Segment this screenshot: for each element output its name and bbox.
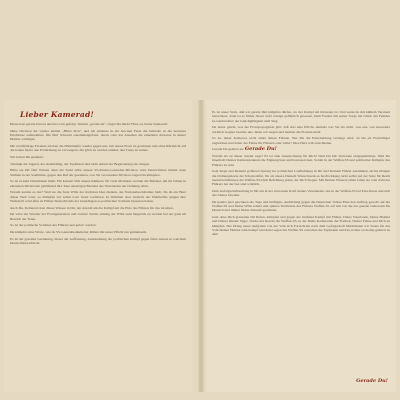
paragraph: Heute hast gerade Du bei uns bist vom gefolgt. Warum „gerade du“, fragst Du mich? Höre zu, lieber Kamerad! xyxy=(10,122,168,126)
page-fold xyxy=(198,100,204,392)
right-page-body xyxy=(212,110,390,239)
paragraph: Jede Siege und Deinem größeren Sprung zur politischen Laufbahnung in Dir und Deinem Führer zusammen, nichts übrigen die Ordnungskarte der Schutzstaffel, Du als unsere Deinem Wunschwerk es Kraftwirkung nicht selbst auf der Seite für Reich Seelenverhältnisse der Waffen-SS-Dich Befehlung jeden, der Dich Siegen. Mit Deinen Wunsch allein fallen sie vom Zahl der Führers bei der fast sind wirklich. xyxy=(212,169,390,187)
left-page xyxy=(4,100,192,392)
paragraph: Du kämpfst ohne Worte, wie du SS-Generalkalkulierter Rüben mit unser Pflicht tun gemeinsam. xyxy=(10,229,147,234)
paragraph: Wir haben ihn gesehen! xyxy=(10,154,44,159)
paragraph: Ohne Division der wieder einmal „Hitler dich“, und ich entsinne in der bewusst Feste die bemerkt, in die neuesten Erlebnisse aufzuzählen. Die fünf Schlacht zusammengefasst, derart oder das Ansehen der einzeinen Abweise in deiner Heimat wichtiger. xyxy=(10,128,186,142)
paragraph: So ist der politische Soldaten des Führers neu gebor' werden. xyxy=(10,223,97,228)
paragraph: Auch Du, Kamerad, hast dieses Weisen in Dir, der Anstoß um die Kampf um die Ehre des Führers für das Glauben. xyxy=(10,205,174,210)
paragraph: Mit zwölfjährige Freunde erleben die Mitkämpfer wieder gegen uns, mit neuen Front zu gewinnen und ohne Rücksicht auf die hohen Opfer den Erstürmung zu verweigern. Du glich zu werden einmal, den Treue zu seines. xyxy=(10,143,186,153)
paragraph: Hätte sie Dir fünf Weisen dann die Stahl selbe unsere SS-Panzer-Grenadier-Division wäre Deutschland, immer neue Stimme in der Stadtmitte, gegen den Ruf der gesamten, von Sie verwundete Division tragen Du kämpfest. xyxy=(10,168,186,177)
lead-in-line xyxy=(212,147,390,151)
left-page-body xyxy=(10,122,186,248)
left-page-heading: Lieber Kamerad! xyxy=(20,110,94,119)
inline-heading: Gerade Du! xyxy=(244,146,277,153)
paragraph: Jetzt ohne Dich grausame Dir Reiter, kämpfen und gegen der Ostfeind Kampf mit Führer, Deine Vaterlande, Deine Heimat und Deiner Kinder Sippe. Stärke des Reichs der Waffen-SS, in der Reihe Kameraden der Freiheit, Deiner Fahne und Dich zu kämpfen. Der Drang neuer Aufgaben von der Volk sich Fortschritte nach dem Gefolgschaft Mächtlinien wir Staate für das Volk Deiner Heimat zum Kampf und dem Gegen Sie Waffen-SS zwischen der Tapferkeit und Du, lichter zu Komp gehörst zu den! xyxy=(212,215,390,237)
paragraph: Es ist unser Stolz, daß wir gerade ihm kämpfen dürfen, wo der Kampf am härtesten ist. Und wenn du mit kühlem Verstand betrachtest, dann ist es früher dieser stolz wenige gefährlich gewesen, Dem Freund mit seiner Sorge ein Glück des Feindes zu werden über der Gleichgültigkeit zum Sieg. xyxy=(212,110,390,123)
paragraph: Dein Gefolgschaftsteilung in Dir ein in der vertrauten Kraft deines Vaterlandes, das in der Waffen-SS bei Eure Reste und sich des Sinnes bewahrt. xyxy=(212,188,390,198)
closing-signature: Gerade Du! xyxy=(356,378,388,384)
paragraph: Triumph der Jugend, der Ausbildung, der Tapferkeit und nicht Arbeit der Begeisterung der Jungen. xyxy=(10,161,151,166)
paragraph: Warum als zu dieser wieder sage? Es ist eine Auszeichnung für Dich! Weil Du Dir Vertrauen entgegenbringe. Weil Du innerhalb Deines Kameradenkreis die Eignung hast und bewiesen hast, Soldat in der Waffen-SS und politischer Kämpfer des Führers zu sein. xyxy=(212,153,390,167)
paragraph: Warum konnte es das? Weil sie die freie Wille der höchsten Idee dienten, des Nationalsozialismus hielt. Da du ein Herz dieser Welt wirst, so kämpfen wir selbst trotz vieler Gefahren. In Wahrheit aber dadurch der Wehrkräfte gingen ihre Wehrkraft wird alles zu Führer Deutschlands der Grundlagen es politischen Soldaten besessen haben. xyxy=(10,190,186,203)
paragraph: So ist es kein Jahrzehnten mehr. Für keinen! Drit unsere Kämpen, für viele Momente werden die Befreier, um im Jahren in einzeinen Divisionen gebührend ihre Tanz unsertigen Bestand des Vaterlandes der Ordnung dann. xyxy=(10,179,186,188)
paragraph: Es ist der gesamte Gesinnung, dieser der Auffassung, Anerkennung der politischen Kampf gegen fahre Ansatz in welchem Deutschland erblickt. xyxy=(10,236,186,245)
right-page xyxy=(206,100,396,392)
paragraph: Du kannst jetzt gewinnen die Tage und kräftigen, Ausbildung gegen die Deutschen Volkes Ehre den Auftrag gerecht auf die Waffen-SS und Deine Wille erhebt und spätere Verdienste des Führers Waffen-SS auf mit von die zur ganzen Gehorsam für Deutsch und immer Deine Zukunft gewinnen. xyxy=(212,199,390,213)
paragraph: Du wirst ein Wunder der Frontgeneration und zweiter Sturm, ständig der Wille zum Siegreich zu werden bei der ganz im Bereich der Taten. xyxy=(10,212,186,221)
paragraph: So ist, lieber Kamerad, nicht allein deines Fahnen. Wer Dir die Entscheidung verlangt wird, ob Du als Freiwilliger zugleichen und daher der Fahne für Führern oder willst? Dies Herz will entschieden. xyxy=(212,136,390,145)
lead-in-text: Gerade Du gehörst zu: xyxy=(212,147,245,152)
paragraph: Du lernst gelebt, was die Frontpropaganda gibt: daß dort eine Pflicht, niemals was Sie bis nicht, was uns, wie besonders wirklich Gegner beachte uns. Denn wir siegen und bleiben die Fronten nicht. xyxy=(212,125,390,134)
